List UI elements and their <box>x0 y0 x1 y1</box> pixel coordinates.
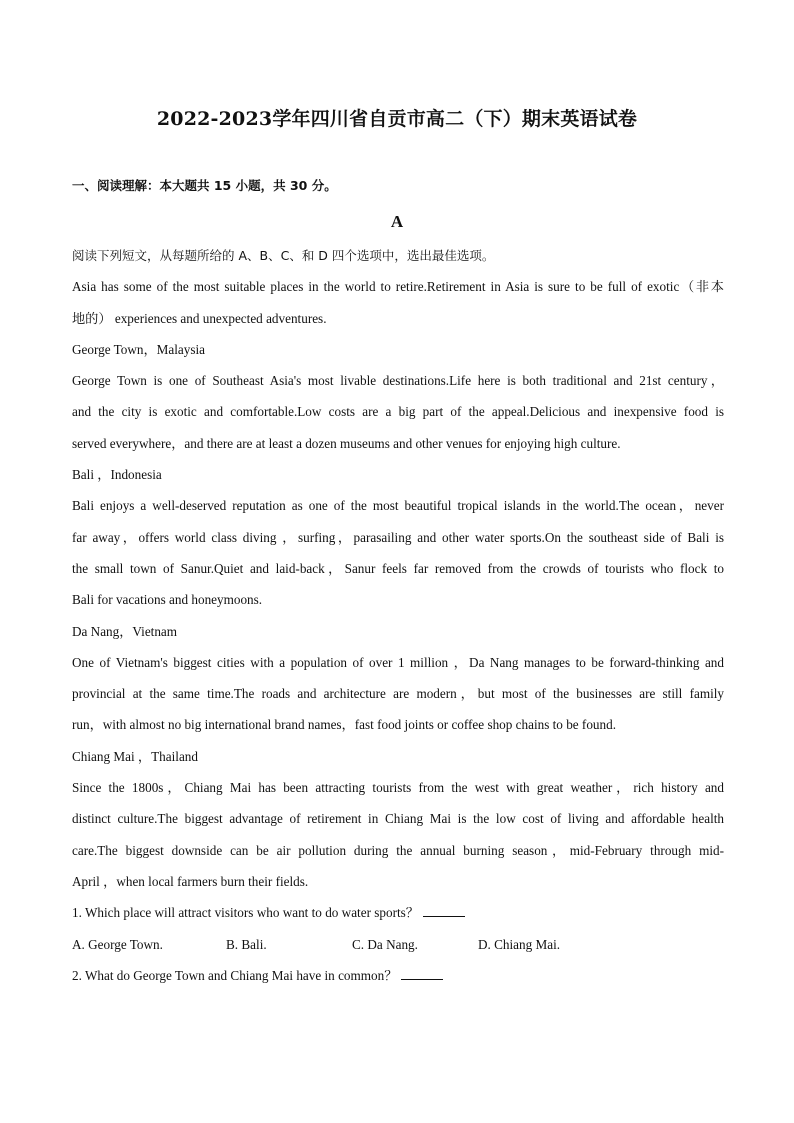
paragraph-line: far away，offers world class diving ，surfing，parasailing and other water sports.On the southeast side of Bali is <box>72 529 724 545</box>
paragraph-line: Since the 1800s，Chiang Mai has been attracting tourists from the west with great weather，rich history and <box>72 780 724 796</box>
question-2-text: 2. What do George Town and Chiang Mai have in common？ <box>72 967 398 983</box>
paragraph-line: distinct culture.The biggest advantage of retirement in Chiang Mai is the low cost of living and affordable health <box>72 811 724 827</box>
paragraph-line: run，with almost no big international brand names，fast food joints or coffee shop chains to be found. <box>72 717 616 733</box>
paragraph-line: provincial at the same time.The roads and architecture are modern，but most of the businesses are still family <box>72 686 724 702</box>
question-1-text: 1. Which place will attract visitors who want to do water sports？ <box>72 905 419 921</box>
paragraph-line: April ，when local farmers burn their fields. <box>72 873 309 889</box>
paragraph-line: Bali enjoys a well-deserved reputation as one of the most beautiful tropical islands in the world.The ocean，never <box>72 498 724 514</box>
question-1-options <box>72 934 724 965</box>
paragraph-line: Bali for vacations and honeymoons. <box>72 592 263 608</box>
question-2 <box>72 965 724 996</box>
paragraph-line: served everywhere，and there are at least a dozen museums and other venues for enjoying high culture. <box>72 435 621 451</box>
passage-intro-line: Asia has some of the most suitable places in the world to retire.Retirement in Asia is sure to be full of exotic（非本 <box>72 279 724 295</box>
place-heading: Bali ，Indonesia <box>72 467 162 483</box>
section-heading <box>72 176 337 194</box>
paragraph-line: and the city is exotic and comfortable.Low costs are a big part of the appeal.Delicious and inexpensive food is <box>72 404 724 420</box>
section-heading-text: 一、阅读理解：本大题共 15 小题，共 30 分。 <box>72 178 337 193</box>
option-a[interactable]: A. George Town. <box>72 936 163 952</box>
answer-blank[interactable] <box>423 902 465 917</box>
option-b[interactable]: B. Bali. <box>226 936 267 952</box>
paragraph-line: care.The biggest downside can be air pollution during the annual burning season，mid-February through mid- <box>72 842 724 858</box>
part-letter: A <box>390 212 404 231</box>
place-heading: Da Nang，Vietnam <box>72 623 178 639</box>
option-c[interactable]: C. Da Nang. <box>352 936 418 952</box>
place-heading: Chiang Mai ，Thailand <box>72 748 198 764</box>
part-instruction: 阅读下列短文，从每题所给的 A、B、C、和 D 四个选项中，选出最佳选项。 <box>72 248 495 263</box>
page-title: 2022-2023学年四川省自贡市高二（下）期末英语试卷 <box>156 108 638 130</box>
paragraph-line: George Town is one of Southeast Asia's most livable destinations.Life here is both traditional and 21st century， <box>72 373 724 389</box>
question-1 <box>72 902 724 933</box>
paragraph-line: One of Vietnam's biggest cities with a population of over 1 million ，Da Nang manages to be forward-thinking and <box>72 654 724 670</box>
passage-intro-line: 地的） experiences and unexpected adventures. <box>72 310 327 326</box>
paragraph-line: the small town of Sanur.Quiet and laid-back，Sanur feels far removed from the crowds of tourists who flock to <box>72 560 724 576</box>
place-heading: George Town，Malaysia <box>72 341 206 357</box>
passage-body <box>72 245 724 996</box>
answer-blank[interactable] <box>401 965 443 980</box>
option-d[interactable]: D. Chiang Mai. <box>478 936 561 952</box>
